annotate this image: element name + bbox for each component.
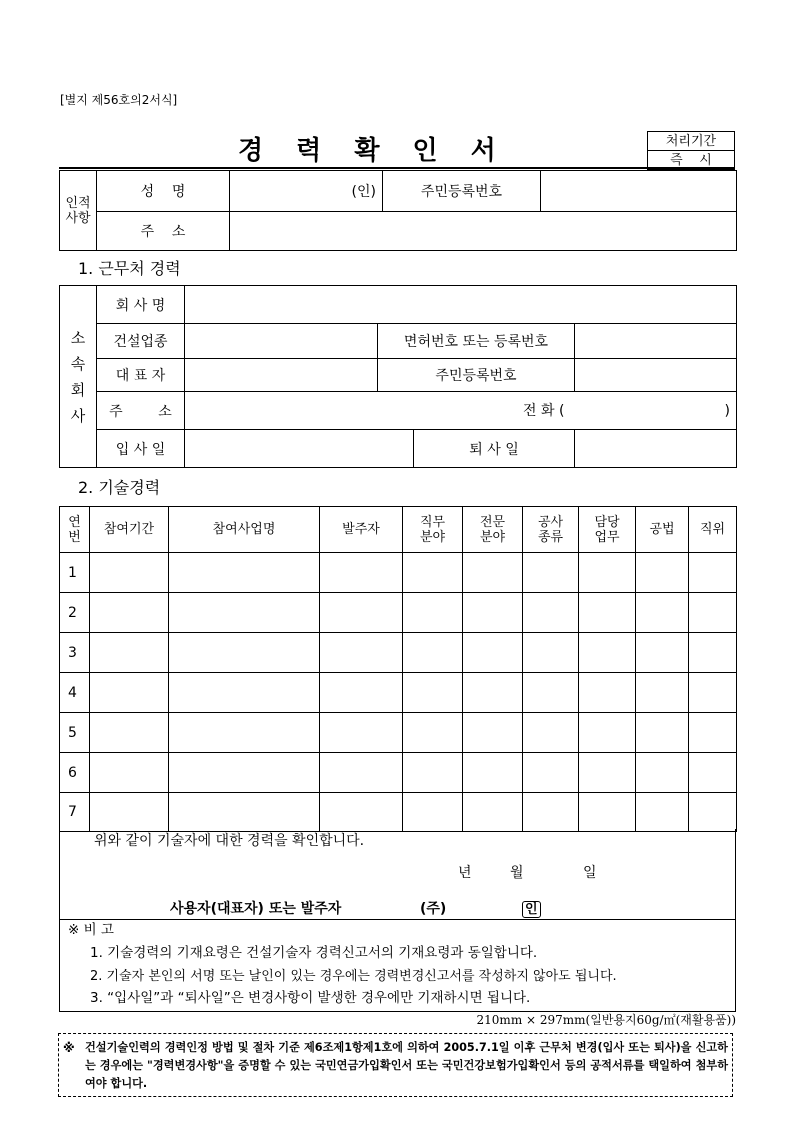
ceo-rrn-field[interactable] xyxy=(575,359,737,392)
industry-label: 건설업종 xyxy=(97,324,185,359)
leave-date-field[interactable] xyxy=(575,430,737,468)
row-number: 4 xyxy=(60,673,90,713)
work-type-cell[interactable] xyxy=(523,593,579,633)
row-number: 7 xyxy=(60,793,90,832)
duty-cell[interactable] xyxy=(579,553,636,593)
processing-label: 처리기간 xyxy=(648,132,735,151)
date-month-label: 월 xyxy=(510,865,524,881)
paper-spec: 210mm × 297mm(일반용지60g/㎡(재활용품)) xyxy=(476,1013,736,1027)
period-cell[interactable] xyxy=(90,553,169,593)
phone-close: ) xyxy=(724,403,730,419)
client-cell[interactable] xyxy=(320,593,403,633)
table-row xyxy=(60,753,737,793)
method-cell[interactable] xyxy=(636,633,689,673)
seal-mark: 인 xyxy=(522,901,541,918)
client-cell[interactable] xyxy=(320,633,403,673)
ceo-rrn-label: 주민등록번호 xyxy=(378,359,575,392)
company-address-label: 주 소 xyxy=(97,392,185,430)
specialty-cell[interactable] xyxy=(463,553,523,593)
project-cell[interactable] xyxy=(169,553,320,593)
header-specialty: 전문분야 xyxy=(463,507,523,553)
client-cell[interactable] xyxy=(320,553,403,593)
work-type-cell[interactable] xyxy=(523,753,579,793)
address-field[interactable] xyxy=(230,212,737,251)
project-cell[interactable] xyxy=(169,593,320,633)
name-field[interactable] xyxy=(230,171,383,212)
period-cell[interactable] xyxy=(90,673,169,713)
specialty-cell[interactable] xyxy=(463,793,523,832)
company-name-label: 회 사 명 xyxy=(97,286,185,324)
method-cell[interactable] xyxy=(636,793,689,832)
company-address-field[interactable] xyxy=(185,392,737,430)
period-cell[interactable] xyxy=(90,593,169,633)
page-title: 경 력 확 인 서 xyxy=(238,136,508,166)
name-seal: (인) xyxy=(351,184,376,200)
career-table xyxy=(59,506,737,832)
method-cell[interactable] xyxy=(636,753,689,793)
section1-title: 1. 근무처 경력 xyxy=(78,259,181,278)
personal-group-label: 인적사항 xyxy=(60,171,97,251)
header-project: 참여사업명 xyxy=(169,507,320,553)
date-day-label: 일 xyxy=(583,865,597,881)
header-method: 공법 xyxy=(636,507,689,553)
signer-label: 사용자(대표자) 또는 발주자 xyxy=(170,901,342,917)
address-label: 주 소 xyxy=(97,212,230,251)
row-number: 5 xyxy=(60,713,90,753)
employment-table xyxy=(59,285,737,468)
license-field[interactable] xyxy=(575,324,737,359)
row-number: 2 xyxy=(60,593,90,633)
table-row xyxy=(60,593,737,633)
duty-cell[interactable] xyxy=(579,673,636,713)
rrn-field[interactable] xyxy=(541,171,737,212)
table-row xyxy=(60,633,737,673)
license-label: 면허번호 또는 등록번호 xyxy=(378,324,575,359)
section2-title: 2. 기술경력 xyxy=(78,478,161,497)
client-cell[interactable] xyxy=(320,713,403,753)
job-field-cell[interactable] xyxy=(403,633,463,673)
position-cell[interactable] xyxy=(689,753,737,793)
row-number: 1 xyxy=(60,553,90,593)
remark-item: 2. 기술자 본인의 서명 또는 날인이 있는 경우에는 경력변경신고서를 작성하지 않아도 됩니다. xyxy=(90,969,617,984)
job-field-cell[interactable] xyxy=(403,793,463,832)
footnote-mark: ※ xyxy=(63,1041,75,1055)
duty-cell[interactable] xyxy=(579,593,636,633)
header-position: 직위 xyxy=(689,507,737,553)
name-label: 성 명 xyxy=(97,171,230,212)
work-type-cell[interactable] xyxy=(523,673,579,713)
method-cell[interactable] xyxy=(636,553,689,593)
method-cell[interactable] xyxy=(636,713,689,753)
position-cell[interactable] xyxy=(689,593,737,633)
join-date-label: 입 사 일 xyxy=(97,430,185,468)
period-cell[interactable] xyxy=(90,713,169,753)
ceo-field[interactable] xyxy=(185,359,378,392)
position-cell[interactable] xyxy=(689,793,737,832)
table-row xyxy=(60,553,737,593)
confirmation-box xyxy=(59,829,736,920)
processing-period-box xyxy=(647,131,735,170)
client-cell[interactable] xyxy=(320,673,403,713)
method-cell[interactable] xyxy=(636,593,689,633)
job-field-cell[interactable] xyxy=(403,673,463,713)
duty-cell[interactable] xyxy=(579,793,636,832)
table-row xyxy=(60,713,737,753)
client-cell[interactable] xyxy=(320,753,403,793)
form-label: [별지 제56호의2서식] xyxy=(60,93,178,107)
industry-field[interactable] xyxy=(185,324,378,359)
project-cell[interactable] xyxy=(169,713,320,753)
processing-value: 즉 시 xyxy=(648,151,735,170)
join-date-field[interactable] xyxy=(185,430,414,468)
duty-cell[interactable] xyxy=(579,753,636,793)
project-cell[interactable] xyxy=(169,673,320,713)
header-job-field: 직무분야 xyxy=(403,507,463,553)
client-cell[interactable] xyxy=(320,793,403,832)
period-cell[interactable] xyxy=(90,633,169,673)
company-name-field[interactable] xyxy=(185,286,737,324)
work-type-cell[interactable] xyxy=(523,713,579,753)
rrn-label: 주민등록번호 xyxy=(383,171,541,212)
job-field-cell[interactable] xyxy=(403,713,463,753)
company-mark: (주) xyxy=(420,901,447,917)
row-number: 3 xyxy=(60,633,90,673)
header-client: 발주자 xyxy=(320,507,403,553)
work-type-cell[interactable] xyxy=(523,793,579,832)
ceo-label: 대 표 자 xyxy=(97,359,185,392)
job-field-cell[interactable] xyxy=(403,553,463,593)
date-year-label: 년 xyxy=(458,865,472,881)
company-group-label: 소속회사 xyxy=(60,286,97,468)
job-field-cell[interactable] xyxy=(403,593,463,633)
footnote-box xyxy=(58,1033,733,1097)
header-work-type: 공사종류 xyxy=(523,507,579,553)
position-cell[interactable] xyxy=(689,713,737,753)
position-cell[interactable] xyxy=(689,673,737,713)
project-cell[interactable] xyxy=(169,753,320,793)
title-underline xyxy=(59,167,735,169)
table-row xyxy=(60,793,737,832)
method-cell[interactable] xyxy=(636,673,689,713)
remark-item: 3. “입사일”과 “퇴사일”은 변경사항이 발생한 경우에만 기재하시면 됩니다. xyxy=(90,990,531,1006)
position-cell[interactable] xyxy=(689,553,737,593)
footnote-text: 건설기술인력의 경력인정 방법 및 절차 기준 제6조제1항제1호에 의하여 2005.7.1일 이후 근무처 변경(입사 또는 퇴사)을 신고하는 경우에는 "경력변경사항"을 증명할 수 있는 국민연금가입확인서 또는 국민건강보험가입확인서 등의 공적서류를 택일하여 첨부하여야 합니다. xyxy=(85,1041,728,1090)
work-type-cell[interactable] xyxy=(523,633,579,673)
project-cell[interactable] xyxy=(169,793,320,832)
confirm-statement: 위와 같이 기술자에 대한 경력을 확인합니다. xyxy=(94,833,365,849)
row-number: 6 xyxy=(60,753,90,793)
header-duty: 담당업무 xyxy=(579,507,636,553)
header-serial: 연번 xyxy=(60,507,90,553)
specialty-cell[interactable] xyxy=(463,593,523,633)
position-cell[interactable] xyxy=(689,633,737,673)
header-period: 참여기간 xyxy=(90,507,169,553)
job-field-cell[interactable] xyxy=(403,753,463,793)
specialty-cell[interactable] xyxy=(463,713,523,753)
remark-item: 1. 기술경력의 기재요령은 건설기술자 경력신고서의 기재요령과 동일합니다. xyxy=(90,945,538,961)
work-type-cell[interactable] xyxy=(523,553,579,593)
duty-cell[interactable] xyxy=(579,633,636,673)
personal-info-table xyxy=(59,170,737,251)
specialty-cell[interactable] xyxy=(463,633,523,673)
period-cell[interactable] xyxy=(90,753,169,793)
phone-label: 전 화 ( xyxy=(523,403,565,419)
duty-cell[interactable] xyxy=(579,713,636,753)
remarks-box xyxy=(59,919,736,1012)
leave-date-label: 퇴 사 일 xyxy=(414,430,575,468)
remarks-title: ※ 비 고 xyxy=(68,922,114,938)
period-cell[interactable] xyxy=(90,793,169,832)
career-header-row xyxy=(60,507,737,553)
specialty-cell[interactable] xyxy=(463,673,523,713)
table-row xyxy=(60,673,737,713)
specialty-cell[interactable] xyxy=(463,753,523,793)
project-cell[interactable] xyxy=(169,633,320,673)
